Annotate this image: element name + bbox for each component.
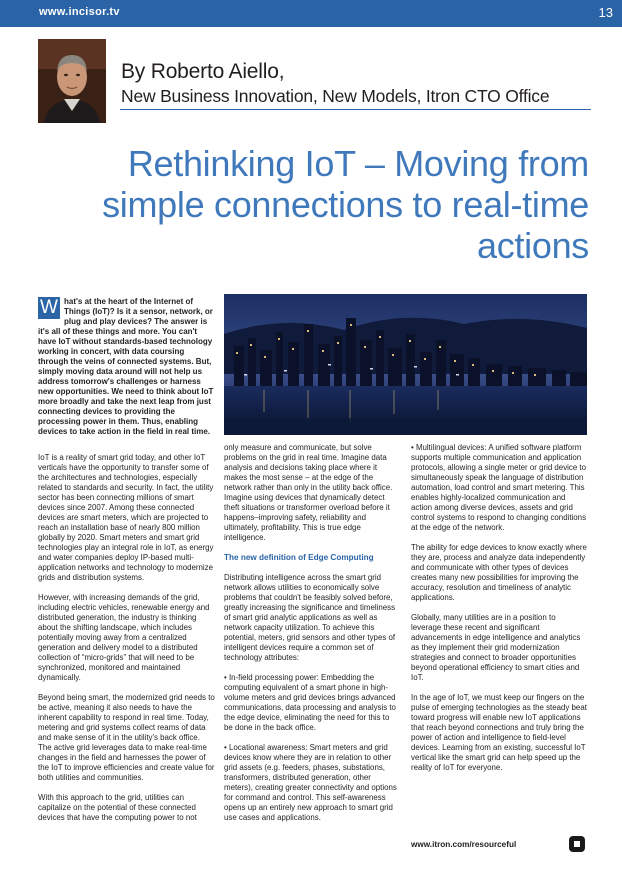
section-heading: The new definition of Edge Computing: [224, 553, 374, 562]
resource-link[interactable]: www.itron.com/resourceful: [411, 840, 517, 849]
col3-paragraph-3: In the age of IoT, we must keep our fingers on the pulse of emerging technologies as the steady beat toward progress will enable new IoT applications that reach beyond connections and truly bring the power of action and intelligence to field-level devices. Learning from an existing, successful IoT vertical like the smart grid can help speed up the reality of IoT for everyone.: [411, 693, 587, 772]
intro-paragraph: [38, 297, 215, 437]
end-of-article-icon: [569, 836, 585, 852]
col3-paragraph-1: The ability for edge devices to know exactly where they are, process and analyze data independently and communicate with other types of devices creates many new possibilities for improving the accuracy, resolution and timeliness of analytic applications.: [411, 543, 587, 602]
col1-paragraph-1: IoT is a reality of smart grid today, and other IoT verticals have the opportunity to transfer some of the architectures and technologies, especially related to standards and security. In fact, the utility sector has been connecting millions of smart devices since 2007. Among these connected devices are smart meters, which are projected to reach an installation base of nearly 800 million globally by 2020. Smart meters and smart grid technologies play an integral role in IoT, as energy and water companies deploy IP-based multi-application networks and technology to modernize grids and distribution systems.: [38, 453, 214, 582]
page-number: 13: [598, 5, 613, 20]
intro-text: hat's at the heart of the Internet of Things (IoT)? Is it a sensor, network, or plug and play devices? The answer is it's all of these things and more. You can't have IoT without standards-based technology working in concert, with data coursing through the veins of connected systems. But, simply moving data around will not help us address tomorrow's challenges or harness new opportunities. We need to think about IoT more broadly and take the next leap from just connecting devices to providing the processing power in them. Thus, enabling devices to take action in the field in real time.: [38, 297, 214, 436]
bullet-locational-awareness: • Locational awareness: Smart meters and grid devices know where they are in relation to other grid assets (e.g. feeders, phases, substations, transformers, distributed generation, other meters), creating greater connectivity and options for command and control. This self-awareness opens up an entirely new approach to smart grid use cases and applications.: [224, 743, 397, 822]
col1-paragraph-4: With this approach to the grid, utilities can capitalize on the potential of these connected devices that have the computing power to not: [38, 793, 197, 822]
byline-divider: [120, 109, 591, 110]
author-photo: [38, 39, 106, 123]
column-2: [224, 443, 400, 833]
drop-cap: W: [38, 297, 60, 319]
col2-paragraph-1: only measure and communicate, but solve problems on the grid in real time. Imagine data analysis and decisions taking place where it makes the most sense – at the edge of the network rather than only in the utility back office. Imagine using devices that dynamically detect theft situations or transformer overload before it happens–improving safety, reliability and ultimately, profitability. This is true edge intelligence.: [224, 443, 393, 542]
col1-paragraph-3: Beyond being smart, the modernized grid needs to be active, meaning it also needs to have the inherent capability to respond in real time. Today, metering and grid systems collect reams of data and make sense of it in the utility's back office. The active grid leverages data to make real-time changes in the field and harnesses the power of the IoT to improve efficiencies and create value for both utilities and communities.: [38, 693, 215, 782]
column-3: [411, 443, 587, 783]
col2-paragraph-2: Distributing intelligence across the smart grid network allows utilities to economically solve problems that couldn't be feasibly solved before, greatly increasing the significance and timeliness of smart grid analytic applications as well as network capacity utilization. To achieve this potential, meters, grid sensors and other types of intelligent devices require a common set of technology attributes:: [224, 573, 396, 662]
column-1: [38, 453, 215, 833]
col3-paragraph-2: Globally, many utilities are in a position to leverage these recent and significant advancements in edge intelligence and analytics as they implement their grid modernization strategies and connect to broader opportunities beyond operational efficiency to smart cities and IoT.: [411, 613, 581, 682]
city-skyline-image: [224, 294, 587, 435]
article-headline: Rethinking IoT – Moving from simple connections to real-time actions: [102, 143, 589, 266]
page-header-bar: [0, 0, 622, 27]
author-name: By Roberto Aiello,: [121, 60, 285, 83]
bullet-in-field-processing: • In-field processing power: Embedding the computing equivalent of a smart phone in high-volume meters and grid devices brings advanced communications, data processing and analysis to the edge device, eliminating the need for this to be done in the back office.: [224, 673, 396, 732]
bullet-multilingual-devices: • Multilingual devices: A unified software platform supports multiple communication and application protocols, allowing a single meter or grid device to simultaneously speak the language of distribution automation, load control and smart metering. This enables highly-localized communication and action among diverse devices, assets and grid control systems to respond to changing conditions at the edge of the network.: [411, 443, 587, 532]
site-url[interactable]: www.incisor.tv: [39, 6, 120, 18]
col1-paragraph-2: However, with increasing demands of the grid, including electric vehicles, renewable energy and distributed generation, the industry is thinking about the shifting landscape, which includes potentially moving away from a centralized generation and delivery model to a distributed collection of “micro-grids” that will need to be synchronized, monitored and maintained dynamically.: [38, 593, 210, 682]
author-role: New Business Innovation, New Models, Itron CTO Office: [121, 86, 550, 106]
